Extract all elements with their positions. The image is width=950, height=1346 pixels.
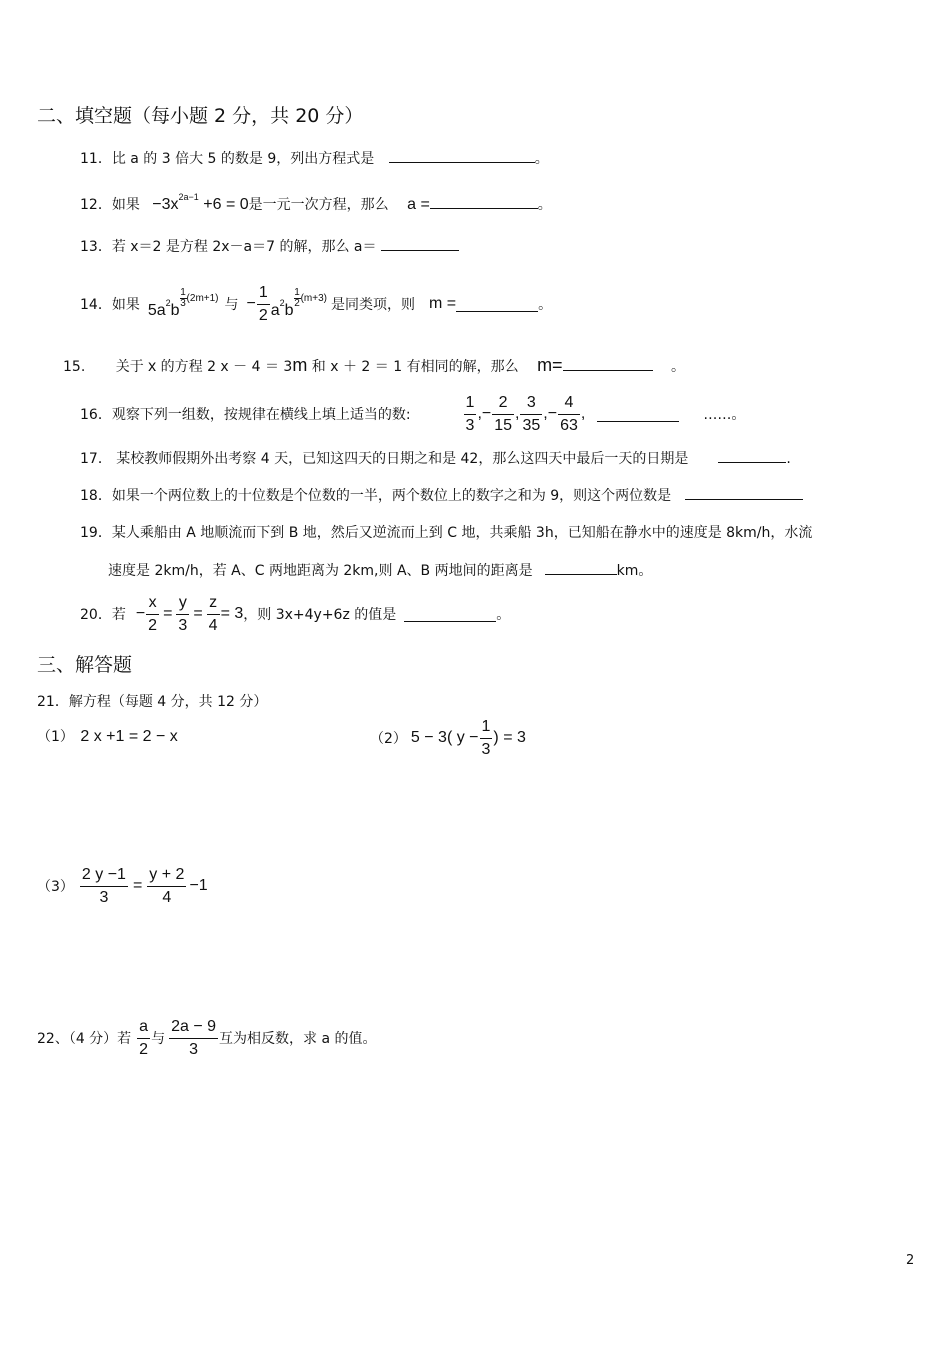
question-12 [80, 192, 552, 214]
num: 2a − 9 [171, 1017, 217, 1035]
equals: = [132, 877, 143, 894]
question-18 [80, 485, 803, 505]
fraction-a-2 [137, 1016, 150, 1061]
answer-blank[interactable] [718, 448, 786, 463]
exp-den: 2 [294, 297, 300, 309]
term-1 [148, 288, 219, 320]
number-sequence: $\frac{1}{3}$ ,− $\frac{2}{15}$ , $\frac{3}{35}$ ,− $\frac{4}{63}$ , [463, 392, 586, 437]
variable-m: m = [428, 295, 457, 312]
den: 2 [139, 1040, 149, 1058]
variable-m: m [292, 355, 308, 375]
text: 的方程 [160, 359, 203, 375]
frac-den: 2 [258, 306, 268, 324]
expr-exponent: 2a−1 [178, 192, 199, 202]
variable-a: a = [407, 196, 430, 213]
text: 关于 [115, 359, 144, 375]
question-21-part-3 [37, 862, 208, 910]
conjunction: 与 [224, 297, 239, 313]
den: 15 [494, 416, 513, 434]
question-19-text: 速度是 2km/h，若 A、C 两地距离为 2km,则 A、B 两地间的距离是 [108, 563, 533, 579]
question-21-part-1 [37, 726, 178, 746]
question-13-text: 13．若 x＝2 是方程 2x－a＝7 的解，那么 a＝ [80, 239, 377, 255]
question-21-title: 21．解方程（每题 4 分，共 12 分） [37, 694, 268, 710]
equation-2: x ＋ 2 ＝ 1 [330, 359, 403, 375]
question-14-number: 14．如果 [80, 297, 140, 313]
equation-left: 5 − 3( y − [410, 729, 479, 746]
den: 63 [560, 416, 578, 434]
question-11 [80, 148, 549, 168]
term-1-a: 5a [147, 302, 166, 320]
den: 3 [189, 1040, 198, 1058]
question-17-text: 17． 某校教师假期外出考察 4 天，已知这四天的日期之和是 42，那么这四天中最后一天的日期是 [80, 451, 689, 467]
num: 2 y −1 [81, 865, 126, 883]
question-20-tail: 。 [496, 607, 511, 623]
section-title-solve: 三、解答题 [37, 654, 133, 676]
question-15-tail: 。 [671, 359, 686, 375]
question-11-text: 11．比 a 的 3 倍大 5 的数是 9，列出方程式是 [80, 151, 375, 167]
seq-fraction [464, 392, 477, 437]
part-label: （1） [37, 729, 74, 745]
exponent-b [294, 286, 327, 309]
den: 2 [148, 616, 158, 634]
fraction-x-2 [146, 592, 159, 637]
term-2-b: b [284, 302, 294, 320]
question-16 [80, 390, 745, 438]
answer-blank[interactable] [685, 485, 803, 500]
part-label: （3） [37, 879, 74, 895]
conjunction: 与 [151, 1031, 166, 1047]
answer-blank[interactable] [381, 236, 459, 251]
expr-rest: +6 = 0 [203, 196, 249, 213]
text: 和 [311, 359, 326, 375]
answer-blank[interactable] [563, 356, 653, 371]
minus-one: −1 [189, 877, 208, 894]
num: 2 [498, 393, 508, 411]
question-19-line-1: 19．某人乘船由 A 地顺流而下到 B 地，然后又逆流而上到 C 地，共乘船 3h，已知船在静水中的速度是 8km/h，水流 [80, 525, 813, 541]
expr-base: −3x [152, 196, 179, 213]
variable-m: m= [537, 355, 563, 375]
expression [152, 192, 249, 213]
minus-sign: − [246, 295, 256, 312]
question-12-text: 是一元一次方程，那么 [248, 197, 389, 213]
answer-blank[interactable] [404, 607, 496, 622]
question-20-number: 20．若 [80, 607, 126, 623]
question-13 [80, 236, 459, 256]
page-number: 2 [906, 1253, 915, 1268]
equation-1: 2 x － 4 ＝ 3 [207, 359, 293, 375]
fraction-right [147, 864, 186, 909]
answer-blank[interactable] [456, 297, 538, 312]
equals-three: = 3 [220, 605, 244, 622]
exponent-b [180, 286, 219, 309]
den: 4 [162, 888, 172, 906]
question-17 [80, 448, 791, 468]
num: 3 [526, 393, 536, 411]
exponent: 2 [165, 298, 171, 309]
num: y [178, 593, 187, 611]
fraction-y-3 [176, 592, 189, 637]
den: 3 [465, 416, 475, 434]
num: 1 [481, 717, 491, 735]
seq-fraction [492, 392, 514, 437]
term-2 [271, 288, 327, 320]
fraction-one-half [257, 282, 270, 327]
question-12-number: 12．如果 [80, 197, 140, 213]
exp-tail: (2m+1) [186, 293, 219, 305]
num: y + 2 [149, 865, 185, 883]
ellipsis: ……。 [703, 407, 746, 423]
fraction-z-4 [207, 592, 220, 637]
text: 有相同的解，那么 [406, 359, 519, 375]
seq-fraction [558, 392, 580, 437]
unit-km: km。 [616, 563, 653, 579]
num: x [148, 593, 157, 611]
den: 3 [178, 616, 188, 634]
den: 3 [99, 888, 109, 906]
num: z [209, 593, 218, 611]
term-2-a: a [270, 302, 280, 320]
num: 4 [564, 393, 574, 411]
seq-fraction [520, 392, 542, 437]
question-22-text: 22、（4 分）若 [37, 1031, 132, 1047]
question-19-line-2 [108, 560, 652, 580]
equation: 2 x +1 = 2 − x [80, 728, 178, 745]
question-15-number: 15. [63, 359, 86, 375]
question-12-tail: 。 [537, 197, 552, 213]
question-16-text: 16．观察下列一组数，按规律在横线上填上适当的数: [80, 407, 411, 423]
num: a [139, 1017, 149, 1035]
question-14-text: 是同类项，则 [330, 297, 415, 313]
exp-tail: (m+3) [300, 293, 327, 305]
question-22-tail: 互为相反数，求 a 的值。 [219, 1031, 377, 1047]
section-title-fill-in: 二、填空题（每小题 2 分，共 20 分） [37, 105, 364, 127]
num: 1 [465, 393, 475, 411]
question-14-tail: 。 [538, 297, 553, 313]
answer-blank[interactable] [545, 560, 617, 575]
fraction-one-third [480, 716, 493, 761]
question-20: 20．若 − $\frac{x}{2}$ = $\frac{y}{3}$ = $\frac{z}{4}$ = 3 ，则 3x+4y+6z 的值是 。 [80, 590, 510, 638]
den: 4 [208, 616, 218, 634]
exp-num: 1 [294, 286, 300, 298]
den: 3 [481, 740, 491, 758]
variable-x: x [148, 358, 157, 375]
fraction-left [80, 864, 128, 909]
question-14 [80, 280, 552, 328]
equation-right: ) = 3 [493, 729, 526, 746]
question-17-tail: . [786, 451, 791, 467]
answer-blank[interactable] [389, 148, 535, 163]
part-label: （2） [370, 731, 407, 747]
answer-blank[interactable] [430, 194, 538, 209]
question-11-tail: 。 [534, 151, 549, 167]
fraction-2a-9-3 [169, 1016, 218, 1061]
den: 35 [522, 416, 541, 434]
term-1-b: b [170, 302, 180, 320]
exponent: 2 [279, 298, 285, 309]
question-22 [37, 1014, 377, 1062]
question-18-text: 18．如果一个两位数上的十位数是个位数的一半，两个数位上的数字之和为 9，则这个两位数是 [80, 488, 672, 504]
exp-den: 3 [180, 297, 186, 309]
exp-num: 1 [180, 286, 186, 298]
question-21-part-2 [370, 714, 526, 762]
question-20-text: ，则 3x+4y+6z 的值是 [243, 607, 397, 623]
frac-num: 1 [258, 283, 268, 301]
question-15 [63, 355, 685, 376]
answer-blank[interactable] [597, 407, 679, 422]
